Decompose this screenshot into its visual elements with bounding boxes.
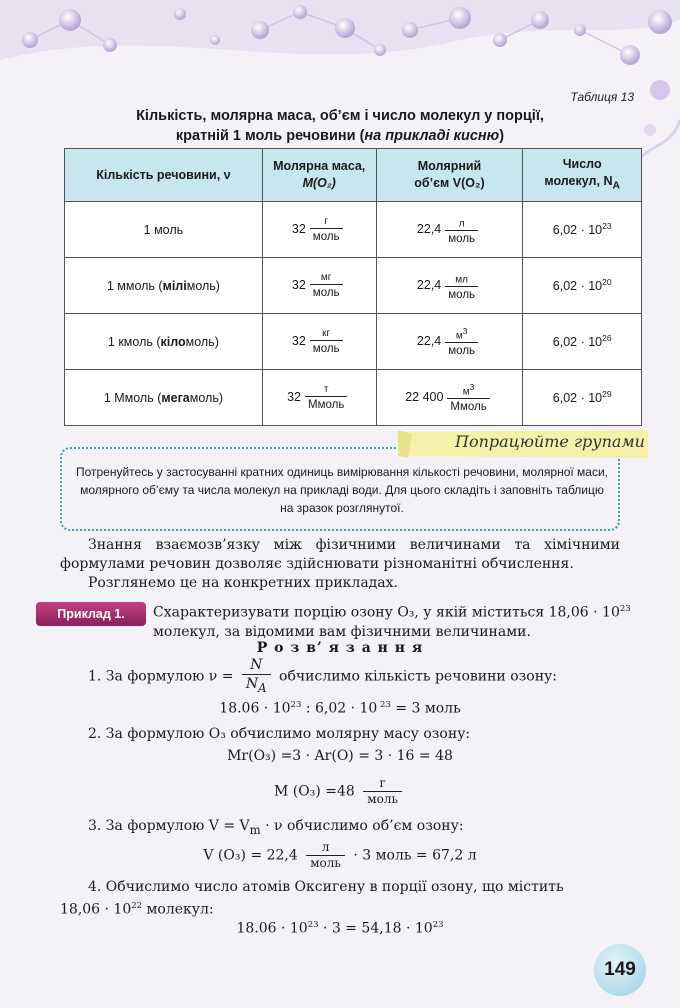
cell-amount: 1 кмоль (кіломоль)	[65, 314, 263, 370]
table-title-end: )	[499, 128, 505, 144]
cell-molar-volume: 22,4 $\frac{л}{\text{моль}}$	[376, 202, 523, 258]
table-title	[60, 106, 620, 146]
example-badge: Приклад 1.	[36, 602, 146, 626]
step-3-calc: V (O₃) = 22,4 л моль · 3 моль = 67,2 л	[203, 840, 477, 870]
table-label: Таблиця 13	[570, 90, 634, 104]
header-molecule-count: Число молекул, $N_A$	[523, 149, 642, 202]
table-row	[65, 314, 642, 370]
page-number: 149	[594, 944, 646, 996]
cell-molecule-count: $6,02 \cdot 10^{23}$	[523, 202, 642, 258]
cell-molar-volume: 22,4 $\frac{м^3}{\text{моль}}$	[376, 314, 523, 370]
example-task: Схарактеризувати порцію озону O₃, у якій міститься $18,06 \cdot 10^{23}$ молекул, за відомими вам фізичними величинами.	[153, 604, 631, 640]
cell-molecule-count: $6,02 \cdot 10^{20}$	[523, 258, 642, 314]
step-2: 2. За формулою O₃ обчислимо молярну масу озону:	[88, 726, 471, 742]
cell-molar-mass: 32 $\frac{кг}{\text{моль}}$	[262, 314, 376, 370]
step-4: 4. Обчислимо число атомів Оксигену в порції озону, що містить $18,06 \cdot 10^{22}$ молекул:	[60, 879, 564, 918]
table-row	[65, 258, 642, 314]
table-header-row	[65, 149, 642, 202]
table-row	[65, 370, 642, 426]
paragraph-1: Знання взаємозв’язку між фізичними величинами та хімічними формулами речовин дозволяє здійснювати різноманітні обчислення.	[60, 537, 620, 572]
group-title: Попрацюйте групами	[455, 432, 645, 451]
step-1: 1. За формулою ν = $\frac{N}{N_A}$ обчислимо кількість речовини озону:	[88, 657, 557, 695]
table-title-line1: Кількість, молярна маса, об’єм і число молекул у порції,	[136, 108, 544, 124]
step-3: 3. За формулою $V = V_m \cdot \nu$ обчислимо об’єм озону:	[88, 818, 464, 837]
cell-molar-volume: 22 400 $\frac{м^3}{\text{Ммоль}}$	[376, 370, 523, 426]
step-1-calc: $18.06 \cdot 10^{23}$ : 6,02 · 10 $^{23}$ = 3 моль	[219, 700, 461, 717]
step-2-calc-2: M (O₃) =48 г моль	[60, 776, 620, 807]
group-text: Потренуйтесь у застосуванні кратних одиниць вимірювання кількості речовини, молярної маси, молярного об’єму та числа молекул на прикладі води. Для цього складіть і заповніть таблицю на зразок розглянутої.	[75, 465, 609, 515]
data-table	[64, 148, 642, 426]
cell-molar-mass: 32 $\frac{г}{\text{моль}}$	[262, 202, 376, 258]
table-title-line2: кратній 1 моль речовини (	[175, 128, 365, 144]
header-molar-volume: Молярний об’єм V(O₂)	[376, 149, 523, 202]
table-row	[65, 202, 642, 258]
cell-molecule-count: $6,02 \cdot 10^{26}$	[523, 314, 642, 370]
step-4-calc: $18.06 \cdot 10^{23} \cdot 3 = 54,18 \cdot 10^{23}$	[236, 920, 444, 937]
solution-heading: Р о з в’ я з а н н я	[256, 640, 424, 656]
cell-amount: 1 моль	[65, 202, 263, 258]
table-title-italic: на прикладі кисню	[364, 128, 500, 144]
cell-molar-mass: 32 $\frac{мг}{\text{моль}}$	[262, 258, 376, 314]
cell-molar-volume: 22,4 $\frac{мл}{\text{моль}}$	[376, 258, 523, 314]
header-amount: Кількість речовини, ν	[65, 149, 263, 202]
cell-molar-mass: 32 $\frac{т}{\text{Ммоль}}$	[262, 370, 376, 426]
cell-amount: 1 ммоль (мілімоль)	[65, 258, 263, 314]
paragraph-2: Розглянемо це на конкретних прикладах.	[88, 575, 398, 591]
header-molar-mass: Молярна маса, M(O₂)	[262, 149, 376, 202]
step-2-calc-1: Mr(O₃) =3 · Ar(O) = 3 · 16 = 48	[227, 748, 453, 764]
cell-amount: 1 Ммоль (мегамоль)	[65, 370, 263, 426]
cell-molecule-count: $6,02 \cdot 10^{29}$	[523, 370, 642, 426]
